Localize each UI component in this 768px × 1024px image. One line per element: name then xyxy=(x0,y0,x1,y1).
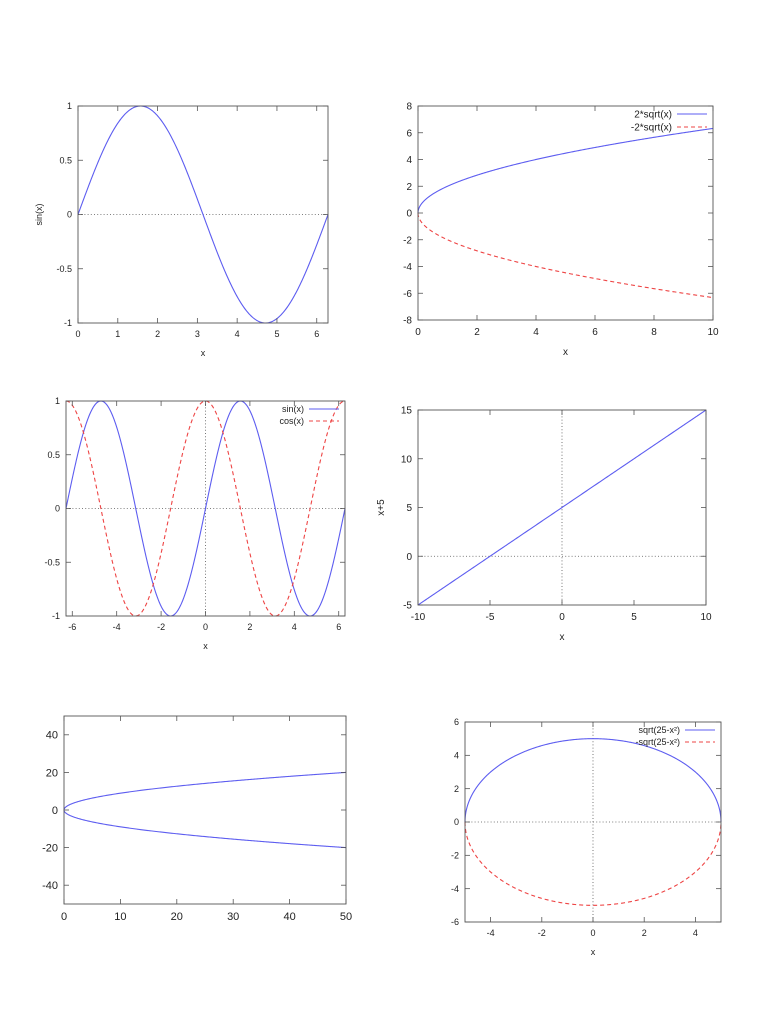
y-tick-label: -1 xyxy=(51,611,60,622)
legend-label: sin(x) xyxy=(282,404,304,415)
x-tick-label: 4 xyxy=(692,928,698,938)
y-tick-label: -2 xyxy=(403,235,412,247)
y-tick-label: -6 xyxy=(450,917,459,928)
y-tick-label: -0.5 xyxy=(44,557,60,568)
x-axis-label: x xyxy=(563,347,568,358)
x-tick-label: 10 xyxy=(114,911,127,923)
x-tick-label: 6 xyxy=(592,327,598,338)
y-tick-label: 0.5 xyxy=(59,155,72,166)
x-tick-label: -4 xyxy=(112,622,121,632)
x-axis-label: x xyxy=(203,641,208,651)
y-tick-label: -4 xyxy=(403,262,412,273)
x-tick-label: 6 xyxy=(314,329,320,339)
x-axis-label: x xyxy=(590,947,596,957)
x-tick-label: 5 xyxy=(274,329,280,339)
x-tick-label: 4 xyxy=(533,327,539,338)
x-tick-label: 6 xyxy=(336,622,342,632)
x-tick-label: 0 xyxy=(590,928,596,938)
x-tick-label: -5 xyxy=(485,612,495,623)
y-tick-label: 6 xyxy=(406,128,412,140)
y-axis-label: sin(x) xyxy=(34,203,44,226)
x-tick-label: 0 xyxy=(559,612,565,623)
x-tick-label: 5 xyxy=(631,612,637,623)
y-tick-label: 6 xyxy=(453,717,459,728)
y-tick-label: 0 xyxy=(66,209,72,220)
legend-label: sqrt(25-x²) xyxy=(638,725,680,736)
x-tick-label: 2 xyxy=(155,329,161,339)
y-tick-label: 0 xyxy=(453,817,459,828)
x-tick-label: 8 xyxy=(651,327,657,338)
x-tick-label: 2 xyxy=(474,327,480,338)
y-tick-label: 0 xyxy=(51,804,58,817)
x-tick-label: 10 xyxy=(700,612,712,623)
y-tick-label: 4 xyxy=(453,750,459,761)
y-tick-label: 1 xyxy=(66,101,72,112)
legend-label: 2*sqrt(x) xyxy=(634,109,672,121)
x-tick-label: 4 xyxy=(291,622,297,632)
x-tick-label: -2 xyxy=(537,928,546,938)
y-tick-label: 5 xyxy=(406,503,412,514)
legend-label: -2*sqrt(x) xyxy=(630,122,672,134)
y-tick-label: -1 xyxy=(63,318,72,329)
y-axis-label: x+5 xyxy=(376,499,387,516)
y-tick-label: 1 xyxy=(54,396,60,407)
y-tick-label: -40 xyxy=(42,880,58,893)
x-tick-label: 0 xyxy=(202,622,209,632)
x-tick-label: 4 xyxy=(234,329,240,339)
y-tick-label: 8 xyxy=(406,101,412,113)
y-tick-label: 2 xyxy=(453,783,459,794)
y-tick-label: -0.5 xyxy=(56,263,72,274)
y-tick-label: -6 xyxy=(403,288,412,300)
x-tick-label: -4 xyxy=(486,928,495,938)
y-tick-label: -4 xyxy=(450,883,459,894)
x-tick-label: 0 xyxy=(60,911,68,923)
y-tick-label: 15 xyxy=(400,405,412,417)
x-tick-label: 50 xyxy=(339,911,353,923)
x-tick-label: 40 xyxy=(283,911,296,923)
x-tick-label: 30 xyxy=(227,911,240,923)
x-tick-label: 2 xyxy=(247,622,253,632)
y-tick-label: 0 xyxy=(54,503,60,514)
x-tick-label: -10 xyxy=(410,612,426,623)
legend-label: cos(x) xyxy=(279,416,304,427)
x-tick-label: -2 xyxy=(157,622,166,632)
x-tick-label: 10 xyxy=(707,327,719,338)
y-tick-label: 2 xyxy=(406,181,412,193)
y-tick-label: -8 xyxy=(403,315,412,327)
y-tick-label: 4 xyxy=(406,155,412,166)
x-axis-label: x xyxy=(200,348,206,358)
x-tick-label: -6 xyxy=(68,622,77,632)
x-tick-label: 0 xyxy=(415,327,421,338)
y-tick-label: -5 xyxy=(403,600,412,612)
x-tick-label: 20 xyxy=(170,911,183,923)
y-tick-label: 0 xyxy=(406,208,412,220)
y-tick-label: 0 xyxy=(406,551,412,563)
x-tick-label: 2 xyxy=(641,928,647,938)
x-tick-label: 1 xyxy=(115,329,121,339)
legend-label: -sqrt(25-x²) xyxy=(635,737,680,748)
y-tick-label: 10 xyxy=(400,454,412,466)
y-tick-label: -20 xyxy=(42,842,58,855)
x-tick-label: 3 xyxy=(194,329,200,339)
x-axis-label: x xyxy=(559,632,565,643)
y-tick-label: 0.5 xyxy=(47,449,60,460)
y-tick-label: 40 xyxy=(45,729,58,742)
y-tick-label: -2 xyxy=(450,850,459,861)
x-tick-label: 0 xyxy=(75,329,81,339)
y-tick-label: 20 xyxy=(45,767,58,780)
